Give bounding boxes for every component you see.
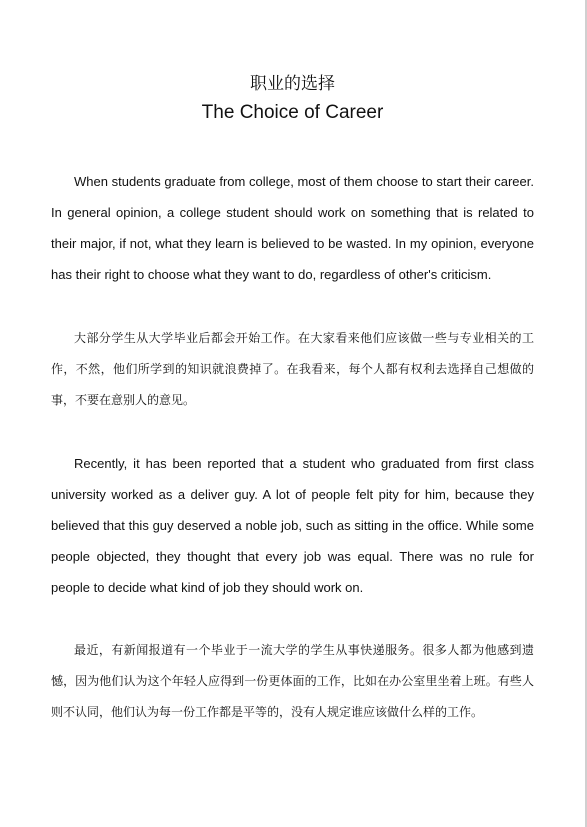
document-page	[51, 72, 534, 728]
title-chinese: 职业的选择	[250, 74, 335, 94]
paragraph-english-1: When students graduate from college, most of them choose to start their career. In general opinion, a college student should work on something that is related to their major, if not, what they learn is believed to be wasted. In my opinion, everyone has their right to choose what they want to do, regardless of other's criticism.	[51, 174, 534, 282]
paragraph-chinese-2: 最近，有新闻报道有一个毕业于一流大学的学生从事快递服务。很多人都为他感到遗憾，因为他们认为这个年轻人应得到一份更体面的工作，比如在办公室里坐着上班。有些人则不认同，他们认为每一份工作都是平等的，没有人规定谁应该做什么样的工作。	[51, 643, 534, 719]
paragraph-english-2: Recently, it has been reported that a student who graduated from first class university worked as a deliver guy. A lot of people felt pity for him, because they believed that this guy deserved a noble job, such as sitting in the office. While some people objected, they thought that every job was equal. There was no rule for people to decide what kind of job they should work on.	[51, 456, 534, 595]
paragraph-chinese-1: 大部分学生从大学毕业后都会开始工作。在大家看来他们应该做一些与专业相关的工作，不然，他们所学到的知识就浪费掉了。在我看来，每个人都有权利去选择自己想做的事，不要在意别人的意见。	[51, 331, 534, 407]
title-english: The Choice of Career	[201, 102, 384, 123]
